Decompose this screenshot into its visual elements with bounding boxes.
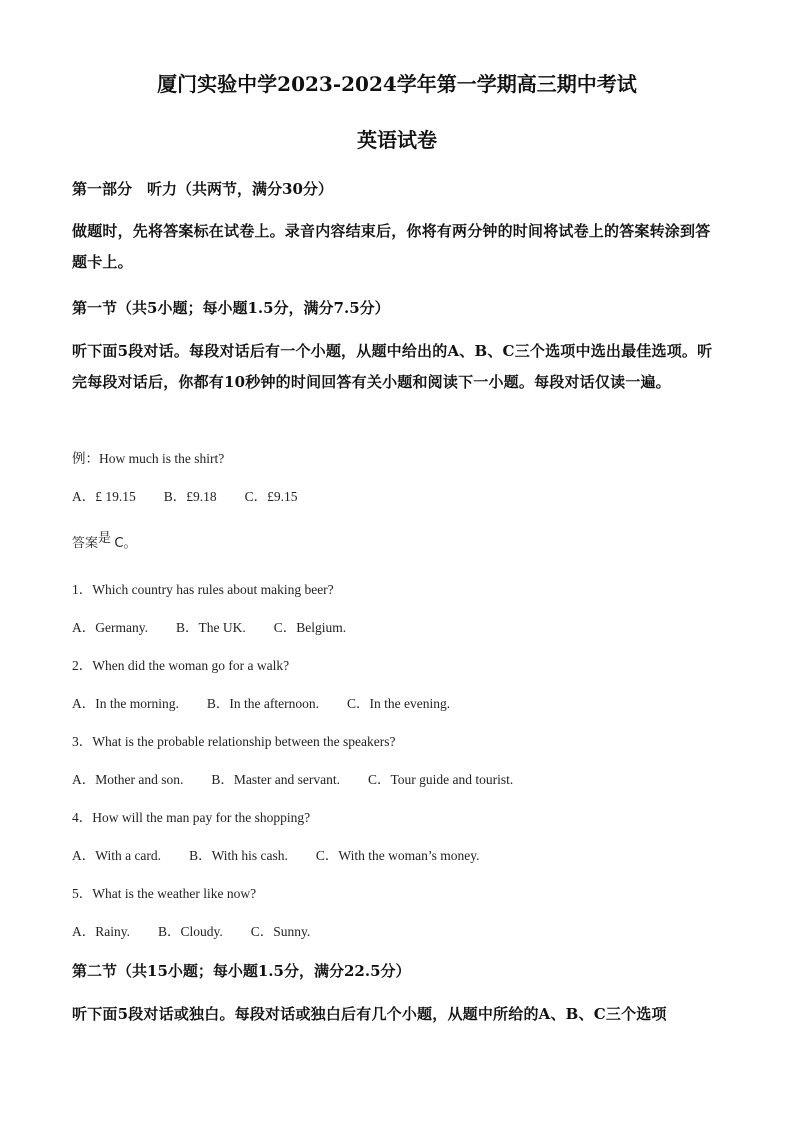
- answer-value: C。: [114, 536, 137, 551]
- option-c: C．With the woman’s money.: [315, 848, 480, 863]
- answer-label: 答案: [72, 536, 99, 551]
- option-b: B．Master and servant.: [211, 772, 340, 787]
- example-options: [72, 485, 298, 505]
- option-a: A．With a card.: [72, 848, 162, 863]
- example-answer: [72, 532, 136, 551]
- question-3-options: [72, 768, 513, 788]
- example-option-c: C．£9.15: [244, 489, 298, 504]
- option-a: A．Germany.: [72, 620, 148, 635]
- option-b: B．The UK.: [175, 620, 246, 635]
- section2-instructions: 听下面5段对话或独白。每段对话或独白后有几个小题，从题中所给的A、B、C三个选项: [72, 1005, 667, 1023]
- example-option-b: B．£9.18: [163, 489, 217, 504]
- option-b: B．With his cash.: [189, 848, 288, 863]
- part1-heading: 第一部分 听力（共两节，满分30分）: [72, 180, 333, 198]
- option-a: A．In the morning.: [72, 696, 179, 711]
- section2-heading: 第二节（共15小题；每小题1.5分，满分22.5分）: [72, 962, 411, 980]
- part1-intro: 做题时，先将答案标在试卷上。录音内容结束后，你将有两分钟的时间将试卷上的答案转涂到答题卡上。: [72, 222, 711, 271]
- question-3: 3．What is the probable relationship between the speakers?: [72, 734, 396, 749]
- option-a: A．Rainy.: [72, 924, 130, 939]
- option-c: C．Belgium.: [273, 620, 347, 635]
- question-4: 4．How will the man pay for the shopping?: [72, 810, 311, 825]
- question-1: 1．Which country has rules about making beer?: [72, 582, 334, 597]
- question-1-options: [72, 616, 346, 636]
- option-b: B．In the afternoon.: [206, 696, 319, 711]
- exam-title: 厦门实验中学2023-2024学年第一学期高三期中考试: [157, 72, 637, 96]
- exam-subtitle: 英语试卷: [357, 128, 437, 152]
- question-5-options: [72, 920, 310, 940]
- example-question: 例：How much is the shirt?: [72, 451, 225, 466]
- section1-heading: 第一节（共5小题；每小题1.5分，满分7.5分）: [72, 299, 390, 317]
- option-c: C．In the evening.: [346, 696, 451, 711]
- option-c: C．Tour guide and tourist.: [367, 772, 514, 787]
- question-2-options: [72, 692, 450, 712]
- section1-instructions: 听下面5段对话。每段对话后有一个小题，从题中给出的A、B、C三个选项中选出最佳选项。听完每段对话后，你都有10秒钟的时间回答有关小题和阅读下一小题。每段对话仅读一遍。: [72, 342, 713, 391]
- option-a: A．Mother and son.: [72, 772, 184, 787]
- option-c: C．Sunny.: [250, 924, 311, 939]
- question-4-options: [72, 844, 479, 864]
- question-5: 5．What is the weather like now?: [72, 886, 257, 901]
- example-option-a: A．£ 19.15: [72, 489, 136, 504]
- option-b: B．Cloudy.: [158, 924, 223, 939]
- question-2: 2．When did the woman go for a walk?: [72, 658, 290, 673]
- answer-sup: 是: [98, 531, 112, 546]
